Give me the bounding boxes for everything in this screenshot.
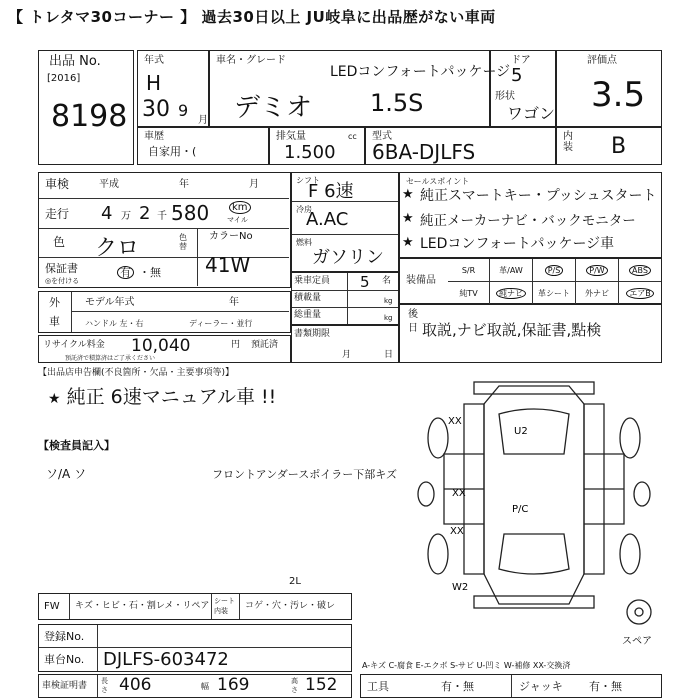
inspection-year-unit: 年: [179, 179, 189, 190]
weight-unit: kg: [384, 314, 393, 322]
header-title: 【 トレタマ30コーナー 】 過去30日以上 JU岐阜に出品歴がない車両: [8, 8, 496, 26]
warranty-yes: 有: [117, 266, 134, 279]
usage-label: 車歴: [144, 131, 164, 142]
foreign-box: [38, 291, 291, 333]
seat-label: シート内装: [214, 597, 235, 615]
lot-number: 8198: [51, 99, 128, 134]
model-year-label: モデル年式: [85, 297, 135, 308]
width-label: 幅: [201, 682, 209, 691]
shape-label: 形状: [495, 91, 515, 102]
capacity-value: 5: [360, 273, 370, 291]
docs-month: 月: [342, 350, 352, 360]
handle-label: ハンドル 左・右: [85, 319, 144, 328]
recycle-amount: 10,040: [131, 336, 191, 356]
recycle-status: 預託済: [251, 340, 279, 350]
car-diagram: [404, 374, 664, 636]
page-header: [8, 4, 692, 30]
foreign-label-1: 外: [49, 296, 60, 309]
year-box: [137, 50, 209, 127]
equipment-box: [399, 258, 662, 304]
year-value: 30: [142, 97, 170, 122]
equip-abs: ABS: [619, 259, 661, 282]
shape-value: ワゴン: [507, 104, 556, 123]
man-unit: 万: [121, 211, 131, 222]
star-icon: ★: [402, 187, 414, 202]
reg-label: 登録No.: [44, 630, 85, 643]
notes-text: 取説,ナビ取説,保証書,點検: [422, 321, 602, 339]
warranty-label: 保証書: [45, 262, 78, 275]
diagram-mark: XX: [452, 488, 466, 499]
recycle-yen: 円: [231, 340, 241, 350]
inspector-note-right: フロントアンダースポイラー下部キズ: [212, 468, 398, 481]
exhibitor-label: 【出品店申告欄(不良箇所・欠品・主要事項等)】: [38, 368, 235, 378]
grade-value: LEDコンフォートパッケージ: [330, 64, 511, 80]
dim-label: 車検証明書: [42, 681, 88, 691]
mileage-sen: 2: [139, 203, 151, 224]
colorno-label: カラーNo: [209, 231, 253, 242]
usage-box: [137, 127, 269, 165]
docs-label: 書類期限: [294, 329, 331, 339]
type-value: 6BA-DJLFS: [372, 140, 476, 164]
capacity-box: [291, 272, 399, 325]
inspector-note-left: ソ/A ソ: [46, 467, 87, 481]
equipment-label: 装備品: [406, 275, 436, 286]
equip-aw: 革/AW: [490, 259, 533, 282]
width-value: 169: [217, 675, 250, 695]
tools-label: 工具: [367, 680, 389, 693]
model-year-unit: 年: [229, 297, 239, 308]
height-label: 高さ: [291, 677, 298, 694]
star-icon: ★: [402, 211, 414, 226]
inspection-era: 平成: [99, 179, 119, 190]
usage-value: 自家用・(: [148, 145, 197, 158]
mileage-man: 4: [101, 203, 113, 224]
year-label: 年式: [144, 55, 164, 66]
dimensions-box: [38, 674, 352, 698]
notes-box: [399, 304, 662, 363]
recycle-label: リサイクル料金: [43, 340, 105, 350]
engine-value: 1.5S: [370, 89, 424, 117]
diagram-mark: XX: [450, 526, 464, 537]
docs-day: 日: [384, 350, 394, 360]
doors-label: ドア: [511, 55, 531, 66]
color-label: 色: [53, 235, 66, 249]
lot-year-note: [2016]: [47, 73, 81, 84]
jack-value: 有・無: [589, 680, 622, 693]
selling-points-box: [399, 172, 662, 258]
ac-value: A.AC: [306, 209, 349, 230]
car-name: デミオ: [234, 93, 313, 123]
mileage-label: 走行: [45, 207, 70, 221]
inspection-label: 車検: [45, 177, 70, 191]
score-box: [556, 50, 662, 127]
inspector-label: 【検査員記入】: [38, 439, 115, 452]
equip-ps: P/S: [533, 259, 576, 282]
fuel-value: ガソリン: [312, 247, 384, 268]
recycle-box: [38, 335, 291, 363]
fuel-label: 燃料: [296, 238, 312, 247]
shift-label: シフト: [296, 176, 320, 185]
damage-legend: A-キズ C-腐食 E-エクボ S-サビ U-凹ミ W-補修 XX-交換済: [362, 661, 571, 670]
score-value: 3.5: [591, 75, 646, 115]
seat-mark: 2L: [289, 576, 301, 587]
diagram-mark: XX: [448, 416, 462, 427]
fw-box: [38, 576, 352, 620]
displacement-box: [269, 127, 365, 165]
seat-text: コゲ・穴・汚レ・破レ: [245, 601, 336, 611]
mileage-rest: 580: [171, 201, 210, 225]
warranty-no: ・無: [139, 266, 161, 279]
equip-ext-navi: 外ナビ: [576, 282, 619, 305]
type-box: [365, 127, 556, 165]
equip-navi: 純ナビ: [490, 282, 533, 305]
capacity-label: 乗車定員: [294, 276, 331, 286]
chassis-label: 車台No.: [44, 653, 85, 666]
diagram-mark: U2: [514, 426, 528, 437]
diagram-mark: W2: [452, 582, 469, 593]
displacement-label: 排気量: [276, 131, 306, 142]
selling-points-label: セールスポイント: [406, 177, 470, 186]
notes-label-2: 日: [408, 323, 418, 334]
lot-label: 出品 No.: [49, 54, 101, 69]
registration-box: [38, 624, 352, 672]
ac-label: 冷房: [296, 205, 312, 214]
equip-pw: P/W: [576, 259, 619, 282]
color-change-label: 色替: [179, 233, 187, 251]
type-label: 型式: [372, 131, 392, 142]
equip-sr: S/R: [448, 259, 490, 282]
fw-label: FW: [44, 601, 60, 612]
spec-box: [38, 172, 291, 288]
load-label: 積載量: [294, 293, 322, 303]
load-unit: kg: [384, 297, 393, 305]
fw-text: キズ・ヒビ・石・割レメ・リペア: [75, 601, 210, 611]
weight-label: 総重量: [294, 310, 322, 320]
doors-box: [490, 50, 556, 127]
drive-box: [291, 172, 399, 272]
displacement-value: 1.500: [284, 142, 336, 163]
doors-value: 5: [511, 65, 523, 86]
star-icon: ★: [402, 235, 414, 250]
interior-box: [556, 127, 662, 165]
mile-unit: マイル: [227, 216, 248, 224]
selling-point-1: 純正スマートキー・プッシュスタート: [420, 188, 657, 204]
jack-label: ジャッキ: [519, 680, 563, 693]
recycle-note: 預託済で積算済はご了承ください: [65, 355, 156, 362]
selling-point-2: 純正メーカーナビ・バックモニター: [420, 213, 636, 229]
exhibitor-text: ★ 純正 6速マニュアル車 !!: [48, 386, 277, 408]
dealer-label: ディーラー・並行: [189, 319, 253, 328]
lot-box: [38, 50, 134, 165]
tools-box: [360, 674, 662, 698]
selling-point-3: LEDコンフォートパッケージ車: [420, 236, 615, 252]
equip-leather: 革シート: [533, 282, 576, 305]
colorno-value: 41W: [205, 253, 251, 277]
docs-box: [291, 325, 399, 363]
model-label: 車名・グレード: [216, 55, 286, 66]
len-value: 406: [119, 675, 152, 695]
chassis-value: DJLFS-603472: [103, 649, 229, 670]
cc-unit: cc: [348, 132, 357, 141]
len-label: 長さ: [101, 677, 108, 694]
warranty-note: ◎を付ける: [45, 277, 80, 285]
tools-value: 有・無: [441, 680, 474, 693]
equip-airbag: エアB: [619, 282, 661, 305]
interior-value: B: [611, 134, 627, 159]
capacity-unit: 名: [382, 276, 392, 286]
month-unit: 月: [198, 115, 208, 126]
score-label: 評価点: [587, 55, 617, 66]
km-unit: km: [229, 201, 251, 214]
diagram-mark: P/C: [512, 504, 529, 515]
inspection-month-unit: 月: [249, 179, 259, 190]
year-era: H: [146, 71, 162, 95]
height-value: 152: [305, 675, 338, 695]
color-value: クロ: [95, 236, 140, 261]
equip-tv: 純TV: [448, 282, 490, 305]
month-value: 9: [178, 101, 189, 120]
interior-label: 内装: [563, 131, 573, 153]
shift-value: F 6速: [308, 181, 354, 202]
notes-label-1: 後: [408, 309, 418, 320]
foreign-label-2: 車: [49, 315, 60, 328]
star-icon: ★: [48, 391, 61, 407]
sen-unit: 千: [157, 211, 167, 222]
spare-label: スペア: [622, 636, 652, 647]
